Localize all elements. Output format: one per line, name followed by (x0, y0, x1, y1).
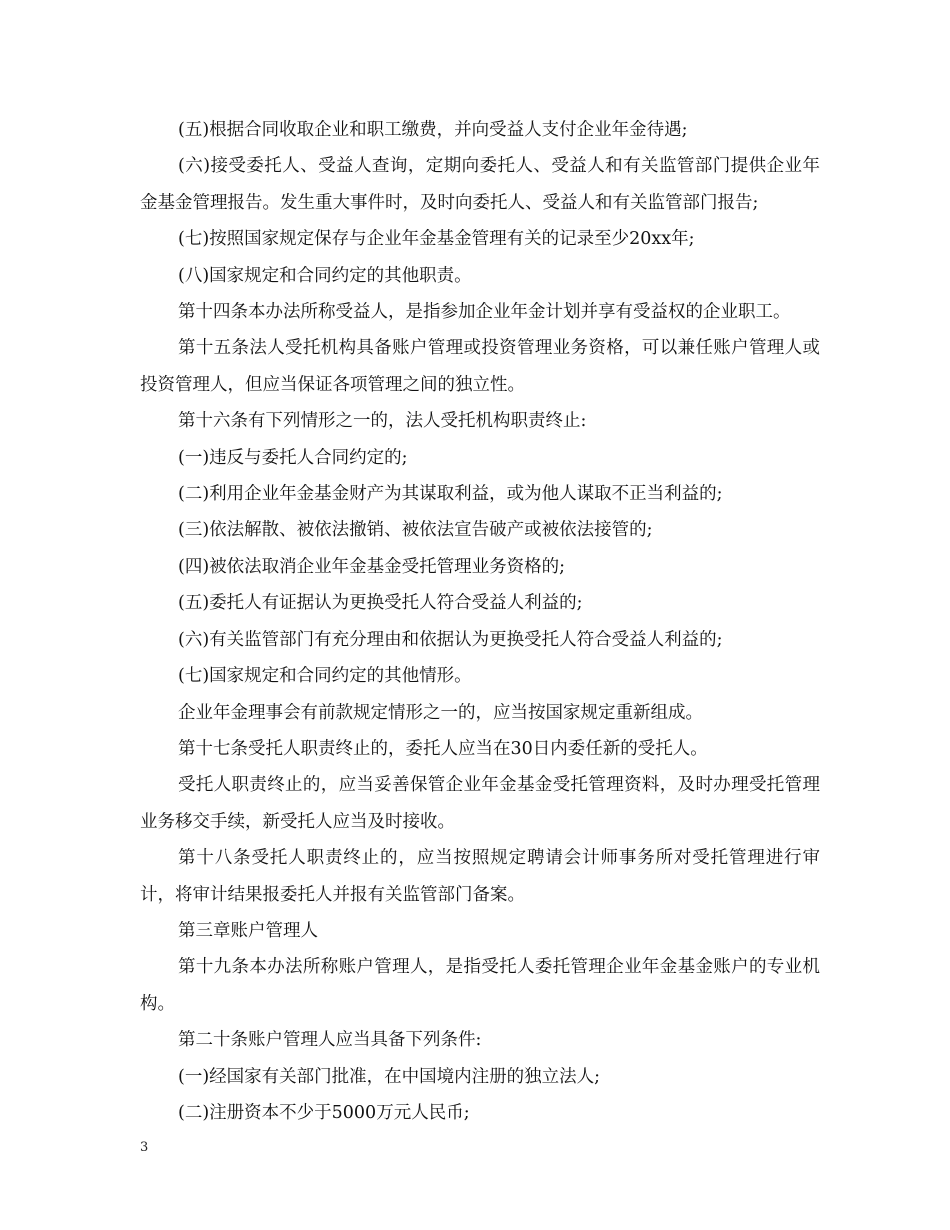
paragraph: (三)依法解散、被依法撤销、被依法宣告破产或被依法接管的; (178, 520, 653, 541)
paragraph: (一)违反与委托人合同约定的; (178, 447, 408, 468)
paragraph: 受托人职责终止的，应当妥善保管企业年金基金受托管理资料，及时办理受托管理业务移交手续，新受托人应当及时接收。 (140, 775, 820, 832)
paragraph: 第十五条法人受托机构具备账户管理或投资管理业务资格，可以兼任账户管理人或投资管理人，但应当保证各项管理之间的独立性。 (140, 338, 820, 395)
paragraph: 第十六条有下列情形之一的，法人受托机构职责终止: (178, 411, 587, 432)
paragraph: (二)利用企业年金基金财产为其谋取利益，或为他人谋取不正当利益的; (178, 484, 723, 505)
paragraph: 第二十条账户管理人应当具备下列条件: (178, 1030, 482, 1051)
page-number: 3 (140, 1140, 149, 1155)
paragraph: (五)委托人有证据认为更换受托人符合受益人利益的; (178, 593, 583, 614)
paragraph: (五)根据合同收取企业和职工缴费，并向受益人支付企业年金待遇; (178, 120, 688, 140)
paragraph: (八)国家规定和合同约定的其他职责。 (178, 265, 472, 286)
paragraph: 第十四条本办法所称受益人，是指参加企业年金计划并享有受益权的企业职工。 (178, 302, 791, 323)
paragraph: (七)按照国家规定保存与企业年金基金管理有关的记录至少20xx年; (178, 229, 695, 250)
paragraph: (六)有关监管部门有充分理由和依据认为更换受托人符合受益人利益的; (178, 629, 723, 650)
document-body (140, 112, 820, 1131)
paragraph: 第十八条受托人职责终止的，应当按照规定聘请会计师事务所对受托管理进行审计，将审计结果报委托人并报有关监管部门备案。 (140, 848, 820, 905)
paragraph: 第十九条本办法所称账户管理人，是指受托人委托管理企业年金基金账户的专业机构。 (140, 957, 820, 1014)
paragraph: (六)接受委托人、受益人查询，定期向委托人、受益人和有关监管部门提供企业年金基金管理报告。发生重大事件时，及时向委托人、受益人和有关监管部门报告; (140, 156, 820, 213)
paragraph: (七)国家规定和合同约定的其他情形。 (178, 666, 472, 687)
paragraph: 第十七条受托人职责终止的，委托人应当在30日内委任新的受托人。 (178, 738, 708, 759)
paragraph: (二)注册资本不少于5000万元人民币; (178, 1102, 470, 1123)
paragraph: (四)被依法取消企业年金基金受托管理业务资格的; (178, 556, 566, 577)
paragraph: (一)经国家有关部门批准，在中国境内注册的独立法人; (178, 1066, 601, 1087)
paragraph: 企业年金理事会有前款规定情形之一的，应当按国家规定重新组成。 (178, 702, 703, 723)
chapter-heading: 第三章账户管理人 (178, 920, 318, 941)
